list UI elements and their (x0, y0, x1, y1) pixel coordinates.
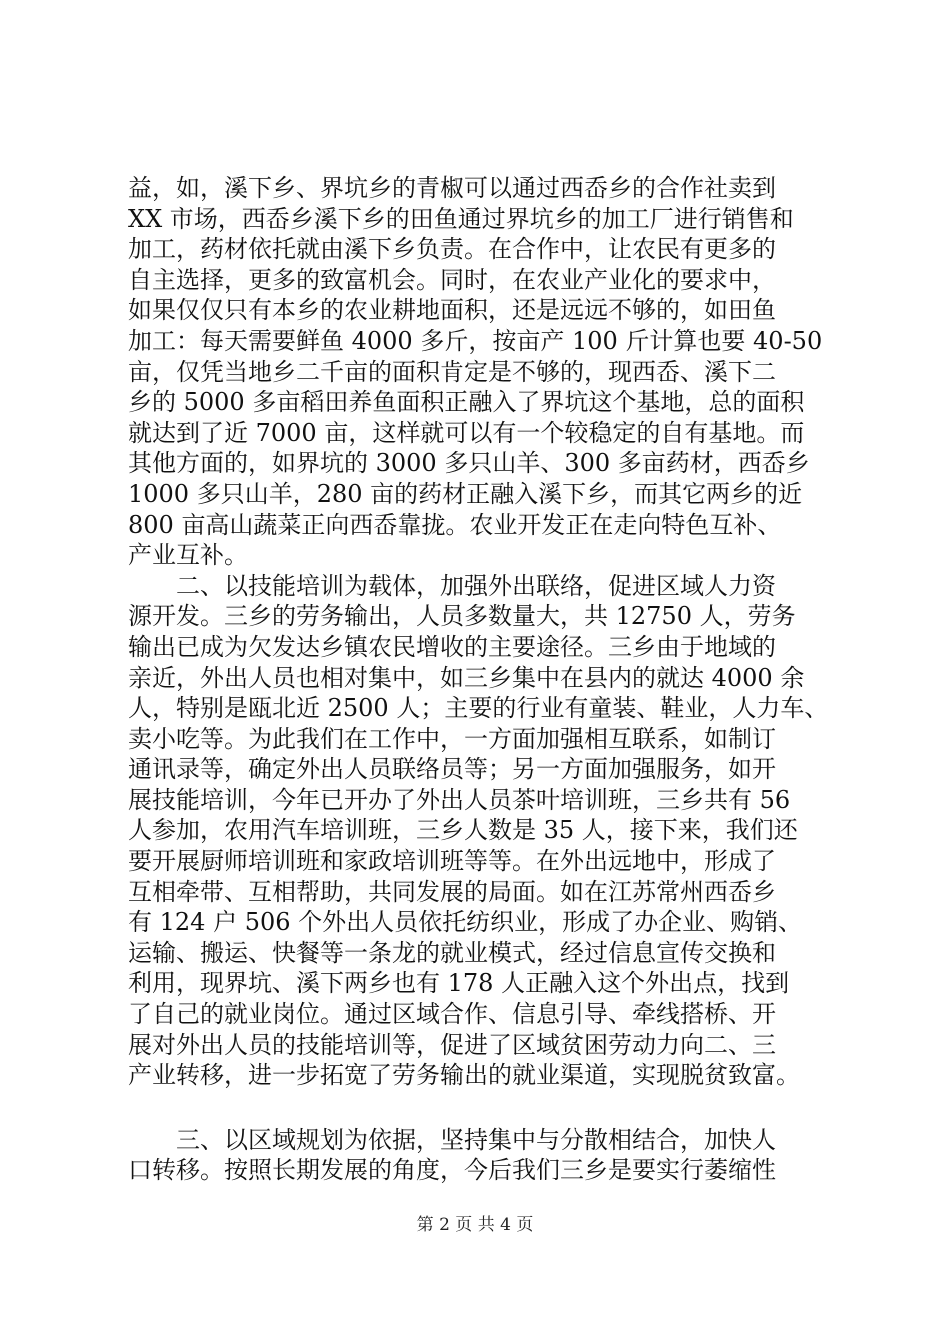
text-line: 亩，仅凭当地乡二千亩的面积肯定是不够的，现西岙、溪下二 (128, 357, 776, 386)
paragraph-start-line: 三、以区域规划为依据，坚持集中与分散相结合，加快人 (176, 1125, 776, 1154)
text-line: 就达到了近 7000 亩，这样就可以有一个较稳定的自有基地。而 (128, 418, 805, 447)
text-line: 产业转移，进一步拓宽了劳务输出的就业渠道，实现脱贫致富。 (128, 1061, 800, 1090)
text-line: 亲近，外出人员也相对集中，如三乡集中在县内的就达 4000 余 (128, 663, 805, 692)
page-number-footer: 第 2 页 共 4 页 (416, 1215, 534, 1235)
text-line: 要开展厨师培训班和家政培训班等等。在外出远地中，形成了 (128, 847, 776, 876)
text-line: 了自己的就业岗位。通过区域合作、信息引导、牵线搭桥、开 (128, 1000, 776, 1029)
paragraph-gap (128, 1091, 828, 1125)
text-line: 加工，药材依托就由溪下乡负责。在合作中，让农民有更多的 (128, 235, 776, 264)
text-line: 利用，现界坑、溪下两乡也有 178 人正融入这个外出点，找到 (128, 969, 790, 998)
text-line: 加工：每天需要鲜鱼 4000 多斤，按亩产 100 斤计算也要 40-50 (128, 326, 823, 355)
text-line: 互相牵带、互相帮助，共同发展的局面。如在江苏常州西岙乡 (128, 877, 776, 906)
text-line: 通讯录等，确定外出人员联络员等；另一方面加强服务，如开 (128, 755, 776, 784)
text-line: 自主选择，更多的致富机会。同时，在农业产业化的要求中， (128, 265, 776, 294)
body-text (128, 173, 828, 1186)
text-line: 800 亩高山蔬菜正向西岙靠拢。农业开发正在走向特色互补、 (128, 510, 782, 539)
text-line: 有 124 户 506 个外出人员依托纺织业，形成了办企业、购销、 (128, 908, 803, 937)
text-line: 产业互补。 (128, 541, 248, 570)
text-line: 口转移。按照长期发展的角度，今后我们三乡是要实行萎缩性 (128, 1156, 776, 1185)
text-line: 人，特别是瓯北近 2500 人；主要的行业有童装、鞋业，人力车、 (128, 694, 829, 723)
text-line: 展技能培训，今年已开办了外出人员茶叶培训班，三乡共有 56 (128, 785, 791, 814)
text-line: XX 市场，西岙乡溪下乡的田鱼通过界坑乡的加工厂进行销售和 (128, 204, 794, 233)
text-line: 1000 多只山羊，280 亩的药材正融入溪下乡，而其它两乡的近 (128, 479, 803, 508)
text-line: 其他方面的，如界坑的 3000 多只山羊、300 多亩药材，西岙乡 (128, 449, 810, 478)
text-line: 展对外出人员的技能培训等，促进了区域贫困劳动力向二、三 (128, 1030, 776, 1059)
text-line: 益，如，溪下乡、界坑乡的青椒可以通过西岙乡的合作社卖到 (128, 174, 776, 202)
text-line: 卖小吃等。为此我们在工作中，一方面加强相互联系，如制订 (128, 724, 776, 753)
paragraph-start-line: 二、以技能培训为载体，加强外出联络，促进区域人力资 (176, 571, 776, 600)
text-line: 源开发。三乡的劳务输出，人员多数量大，共 12750 人，劳务 (128, 602, 796, 631)
text-line: 输出已成为欠发达乡镇农民增收的主要途径。三乡由于地域的 (128, 632, 776, 661)
text-line: 人参加，农用汽车培训班，三乡人数是 35 人，接下来，我们还 (128, 816, 798, 845)
text-line: 运输、搬运、快餐等一条龙的就业模式，经过信息宣传交换和 (128, 938, 776, 967)
text-line: 乡的 5000 多亩稻田养鱼面积正融入了界坑这个基地，总的面积 (128, 388, 805, 417)
text-line: 如果仅仅只有本乡的农业耕地面积，还是远远不够的，如田鱼 (128, 296, 776, 325)
